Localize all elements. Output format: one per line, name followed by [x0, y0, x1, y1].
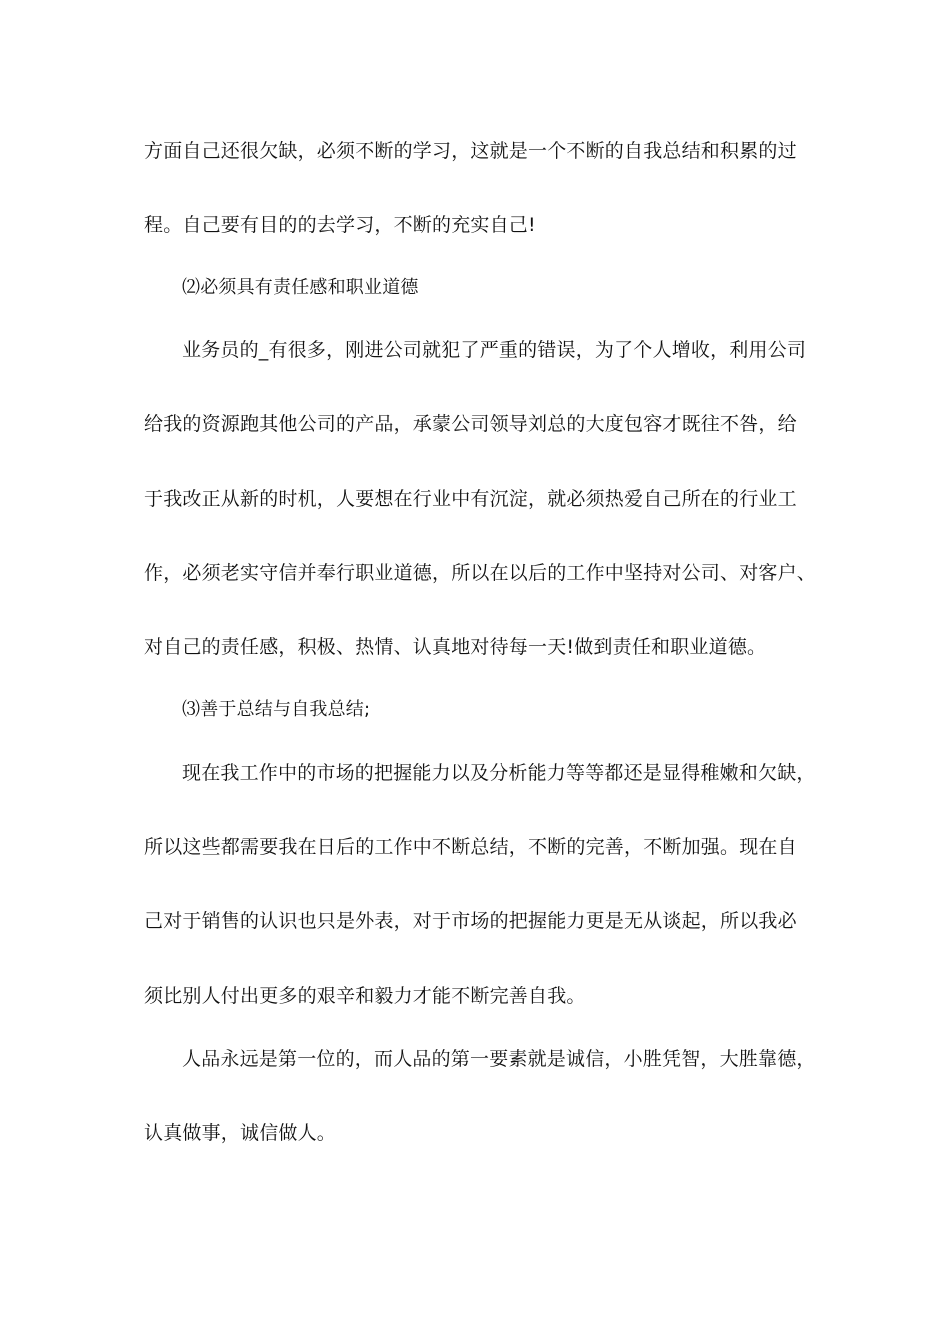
paragraph-line: 须比别人付出更多的艰辛和毅力才能不断完善自我。 — [144, 985, 586, 1007]
paragraph-line: 给我的资源跑其他公司的产品，承蒙公司领导刘总的大度包容才既往不咎，给 — [144, 413, 797, 435]
paragraph-line: 业务员的_有很多，刚进公司就犯了严重的错误，为了个人增收，利用公司 — [182, 339, 807, 361]
paragraph-line: 所以这些都需要我在日后的工作中不断总结，不断的完善，不断加强。现在自 — [144, 836, 797, 858]
paragraph-line: 方面自己还很欠缺，必须不断的学习，这就是一个不断的自我总结和积累的过 — [144, 140, 797, 162]
paragraph-line: 人品永远是第一位的，而人品的第一要素就是诚信，小胜凭智，大胜靠德， — [182, 1048, 816, 1070]
paragraph-line: 程。自己要有目的的去学习，不断的充实自己! — [144, 214, 536, 236]
section-heading-2: ⑵必须具有责任感和职业道德 — [182, 277, 419, 298]
paragraph-line: 现在我工作中的市场的把握能力以及分析能力等等都还是显得稚嫩和欠缺， — [182, 762, 816, 784]
paragraph-line: 于我改正从新的时机，人要想在行业中有沉淀，就必须热爱自己所在的行业工 — [144, 488, 797, 510]
paragraph-line: 作，必须老实守信并奉行职业道德，所以在以后的工作中坚持对公司、对客户、 — [144, 562, 817, 584]
paragraph-line: 己对于销售的认识也只是外表，对于市场的把握能力更是无从谈起，所以我必 — [144, 910, 797, 932]
paragraph-line: 认真做事，诚信做人。 — [144, 1122, 337, 1144]
section-heading-3: ⑶善于总结与自我总结; — [182, 699, 371, 720]
paragraph-line: 对自己的责任感，积极、热情、认真地对待每一天!做到责任和职业道德。 — [144, 636, 767, 658]
